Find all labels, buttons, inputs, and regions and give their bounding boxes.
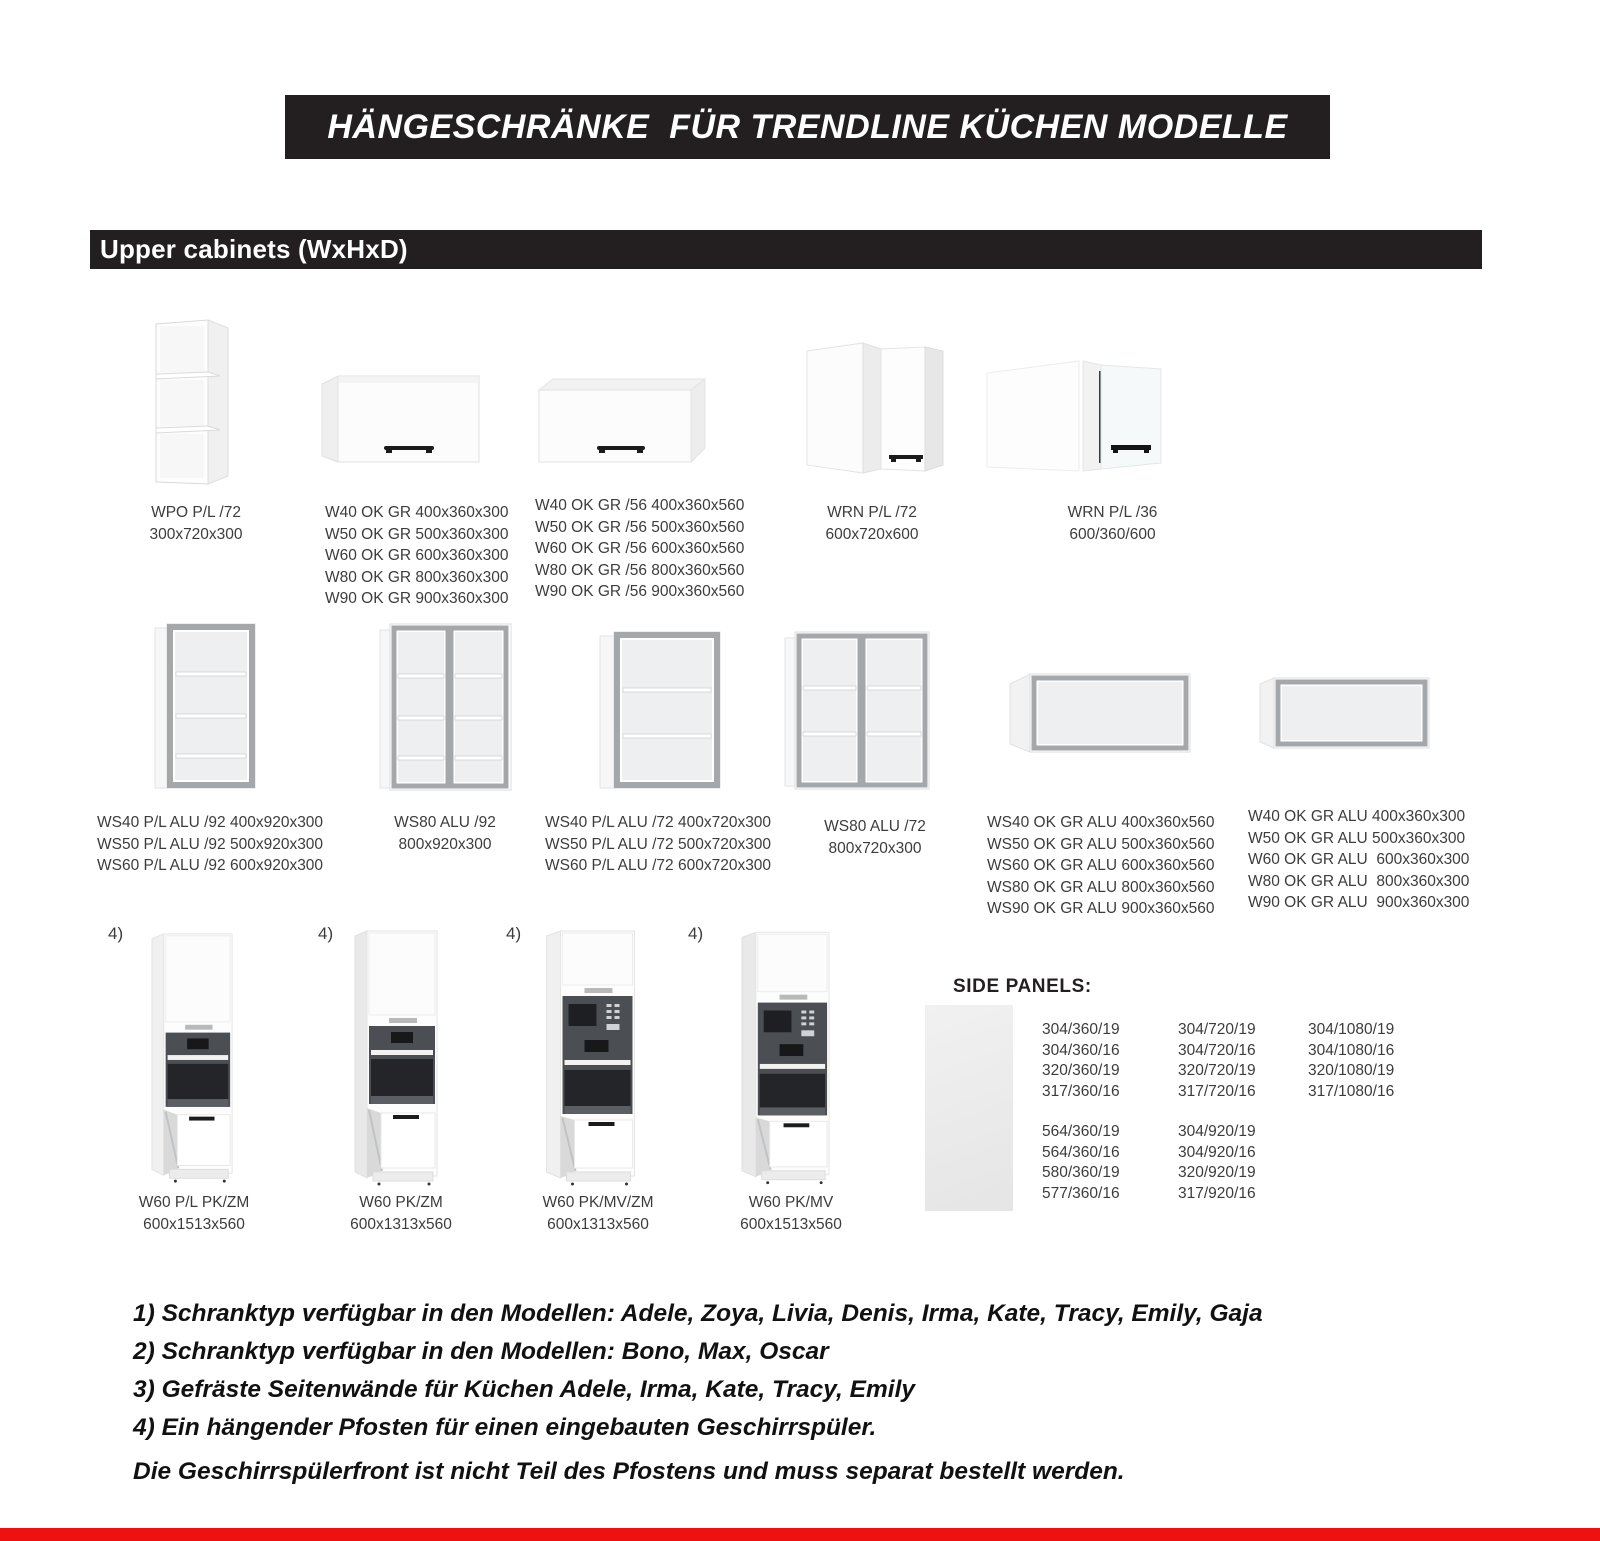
label-w-ok-gr: W40 OK GR 400x360x300 W50 OK GR 500x360x300 W60 OK GR 600x360x300 W80 OK GR 800x360x300 W90 OK GR 900x360x300 [325, 504, 509, 607]
page-title: HÄNGESCHRÄNKE FÜR TRENDLINE KÜCHEN MODELLE [327, 107, 1288, 146]
flap-cabinet-image [318, 372, 483, 467]
footer-accent-bar [0, 1528, 1600, 1541]
footnote-ref-3: 4) [506, 924, 522, 943]
side-panel-image [925, 1005, 1013, 1211]
footnote-1: 1) Schranktyp verfügbar in den Modellen: Adele, Zoya, Livia, Denis, Irma, Kate, Tracy, Emily, Gaja [133, 1300, 1263, 1327]
section-header-bar [90, 230, 1482, 269]
footnote-ref-4: 4) [688, 924, 704, 943]
footnote-4: 4) Ein hängender Pfosten für einen eingebauten Geschirrspüler. [133, 1414, 877, 1441]
flap-cabinet-deep-image [535, 374, 707, 467]
side-panels-col2b: 304/920/19 304/920/16 320/920/19 317/920/16 [1178, 1123, 1256, 1202]
glass-cabinet-92-image [153, 622, 258, 792]
page-title-banner [285, 95, 1330, 159]
tall-cabinet-oven-microwave-2-image [740, 928, 834, 1188]
glass-cabinet-72-image [598, 630, 723, 792]
glass-flap-cabinet-image [1258, 672, 1431, 752]
glass-cabinet-double-72-image [783, 630, 931, 793]
label-ws80-alu-92: WS80 ALU /92 800x920x300 [394, 814, 496, 853]
tall-cabinet-oven-2-image [352, 928, 442, 1188]
tall-cabinet-oven-microwave-1-image [542, 928, 642, 1188]
glass-cabinet-double-92-image [378, 622, 513, 794]
label-wrn-72: WRN P/L /72 600x720x600 [825, 504, 919, 543]
footnote-dishwasher-note: Die Geschirrspülerfront ist nicht Teil des Pfostens und muss separat bestellt werden. [133, 1458, 1125, 1485]
tall-cabinet-oven-1-image [150, 928, 236, 1188]
footnote-ref-1: 4) [108, 924, 124, 943]
section-header: Upper cabinets (WxHxD) [100, 234, 408, 264]
side-panels-col2: 304/720/19 304/720/16 320/720/19 317/720/16 [1178, 1021, 1256, 1100]
wpo-corner-shelf-image [150, 318, 238, 486]
corner-cabinet-72-image [805, 337, 962, 480]
label-ws-ok-gr-alu: WS40 OK GR ALU 400x360x560 WS50 OK GR ALU 500x360x560 WS60 OK GR ALU 600x360x560 WS80 OK GR ALU 800x360x560 WS90 OK GR ALU 900x360x560 [987, 814, 1215, 917]
label-w60-pk-zm: W60 PK/ZM 600x1313x560 [350, 1194, 452, 1233]
side-panels-col3: 304/1080/19 304/1080/16 320/1080/19 317/1080/16 [1308, 1021, 1395, 1100]
side-panels-col1: 304/360/19 304/360/16 320/360/19 317/360/16 [1042, 1021, 1120, 1100]
label-w60-pk-mv: W60 PK/MV 600x1513x560 [740, 1194, 842, 1233]
label-wrn-36: WRN P/L /36 600/360/600 [1067, 504, 1158, 543]
side-panels-col1b: 564/360/19 564/360/16 580/360/19 577/360/16 [1042, 1123, 1120, 1202]
footnote-3: 3) Gefräste Seitenwände für Küchen Adele, Irma, Kate, Tracy, Emily [133, 1376, 916, 1403]
label-w60-pl-pk-zm: W60 P/L PK/ZM 600x1513x560 [138, 1194, 250, 1233]
label-ws80-alu-72: WS80 ALU /72 800x720x300 [824, 818, 926, 857]
label-wpo: WPO P/L /72 300x720x300 [149, 504, 243, 543]
side-panels-heading: SIDE PANELS: [953, 976, 1092, 997]
label-w-ok-gr-56: W40 OK GR /56 400x360x560 W50 OK GR /56 500x360x560 W60 OK GR /56 600x360x560 W80 OK GR /56 800x360x560 W90 OK GR /56 900x360x560 [535, 497, 745, 600]
footnote-ref-2: 4) [318, 924, 334, 943]
glass-flap-cabinet-deep-image [1008, 668, 1194, 758]
label-ws-pl-alu-92: WS40 P/L ALU /92 400x920x300 WS50 P/L ALU /92 500x920x300 WS60 P/L ALU /92 600x920x300 [97, 814, 324, 874]
label-ws-pl-alu-72: WS40 P/L ALU /72 400x720x300 WS50 P/L ALU /72 500x720x300 WS60 P/L ALU /72 600x720x300 [545, 814, 772, 874]
label-w60-pk-mv-zm: W60 PK/MV/ZM 600x1313x560 [542, 1194, 654, 1233]
label-w-ok-gr-alu: W40 OK GR ALU 400x360x300 W50 OK GR ALU 500x360x300 W60 OK GR ALU 600x360x300 W80 OK GR ALU 800x360x300 W90 OK GR ALU 900x360x300 [1248, 808, 1470, 911]
footnote-2: 2) Schranktyp verfügbar in den Modellen: Bono, Max, Oscar [133, 1338, 829, 1365]
corner-cabinet-36-image [985, 357, 1167, 475]
